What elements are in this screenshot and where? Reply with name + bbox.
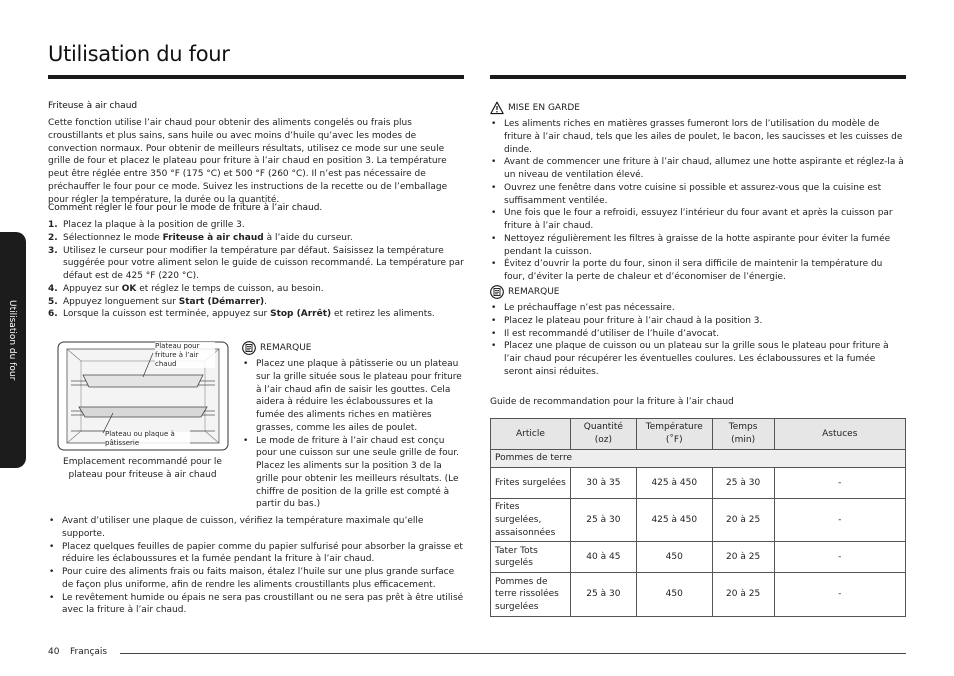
cell-tips: - (774, 499, 905, 542)
airfry-guide-table (490, 418, 906, 617)
intro-paragraph: Cette fonction utilise l’air chaud pour obtenir des aliments congelés ou frais plus croustillants et plus sains, sans huile ou avec moins d’huile qu’avec les modes de convection normaux. Pour obtenir de meilleurs résultats, utilisez ce mode sur une seule grille de four et placez le plateau pour friture à l’air chaud en position 3. La température peut être réglée entre 350 °F (175 °C) et 500 °F (260 °C). Il n’est pas nécessaire de préchauffer le four pour ce mode. Suivez les instructions de la recette ou de l’emballage pour régler la température, la durée ou la quantité. (48, 118, 448, 205)
caution-list (490, 118, 906, 284)
cell-qty: 30 à 35 (570, 468, 636, 499)
label-airfry-tray: Plateau pour friture à l’air chaud (155, 342, 215, 368)
cell-qty: 25 à 30 (570, 573, 636, 617)
col-header: Temps (min) (712, 419, 774, 450)
list-item: • Pour cuire des aliments frais ou faits maison, étalez l’huile sur une plus grande surface de façon plus uniforme, afin de rendre les aliments croustillants plus efficacement. (48, 566, 465, 592)
col-header: Température (˚F) (636, 419, 712, 450)
table-row (491, 499, 906, 542)
page-language: Français (70, 647, 108, 657)
cell-item: Frites surgelées, assaisonnées (491, 499, 571, 542)
col-header: Astuces (774, 419, 905, 450)
list-item: • Placez une plaque de cuisson ou un plateau sur la grille sous le plateau pour friture à l’air chaud pour récupérer les éventuelles coulures. Les éclaboussures et la fumée seront ainsi réduites. (490, 340, 906, 378)
cell-qty: 25 à 30 (570, 499, 636, 542)
right-note-title: REMARQUE (508, 286, 560, 297)
howto-title: Comment régler le four pour le mode de friture à l’air chaud. (48, 203, 323, 213)
right-note-heading (490, 285, 906, 299)
list-item: • Le préchauffage n’est pas nécessaire. (490, 302, 906, 315)
caution-heading (490, 101, 906, 115)
cell-time: 25 à 30 (712, 468, 774, 499)
left-note-heading (242, 341, 464, 355)
oven-illustration (57, 341, 229, 451)
label-baking-sheet: Plateau ou plaque à pâtisserie (105, 430, 190, 448)
step-item: 3. Utilisez le curseur pour modifier la température par défaut. Saisissez la température suggérée pour votre aliment selon le guide de cuisson recommandé. La température par défaut est de 425 °F (220 °C). (48, 245, 464, 282)
cell-tips: - (774, 573, 905, 617)
step-item: 4. Appuyez sur OK et réglez le temps de cuisson, au besoin. (48, 283, 324, 294)
cell-temp: 450 (636, 542, 712, 573)
cell-temp: 425 à 450 (636, 499, 712, 542)
figure-caption: Emplacement recommandé pour le plateau pour friteuse à air chaud (63, 457, 222, 480)
cell-tips: - (774, 542, 905, 573)
table-row (491, 468, 906, 499)
right-note-list (490, 302, 906, 379)
left-note (242, 341, 464, 511)
footer-rule (120, 653, 906, 654)
side-chapter-label-wrap (6, 300, 20, 420)
cell-time: 20 à 25 (712, 542, 774, 573)
note-icon (490, 285, 504, 299)
cell-temp: 450 (636, 573, 712, 617)
tips-list (48, 515, 465, 617)
group-label: Pommes de terre (491, 450, 906, 468)
list-item: • Placez une plaque à pâtisserie ou un plateau sur la grille située sous le plateau pour friture à l’air chaud afin de saisir les gouttes. Cela aidera à réduire les éclaboussures et la fumée des aliments riches en matières grasses, comme les ailes de poulet. (242, 358, 464, 435)
note-icon (242, 341, 256, 355)
list-item: • Nettoyez régulièrement les filtres à graisse de la hotte aspirante pour éviter la fumée pendant la cuisson. (490, 233, 906, 259)
step-item: 2. Sélectionnez le mode Friteuse à air chaud à l’aide du curseur. (48, 232, 353, 243)
list-item: • Placez quelques feuilles de papier comme du papier sulfurisé pour absorber la graisse et réduire les éclaboussures et la fumée pendant la friture à l’air chaud. (48, 541, 465, 567)
right-note (490, 285, 906, 379)
table-group-row (491, 450, 906, 468)
left-note-list (242, 358, 464, 511)
cell-item: Tater Tots surgelés (491, 542, 571, 573)
page-number: 40 (48, 647, 60, 657)
table-title: Guide de recommandation pour la friture à l’air chaud (490, 397, 734, 407)
list-item: • Une fois que le four a refroidi, essuyez l’intérieur du four avant et après la cuisson par friture à l’air chaud. (490, 207, 906, 233)
col-header: Quantité (oz) (570, 419, 636, 450)
caution-block (490, 101, 906, 284)
cell-qty: 40 à 45 (570, 542, 636, 573)
col-header: Article (491, 419, 571, 450)
list-item: • Avant d’utiliser une plaque de cuisson, vérifiez la température maximale qu’elle supporte. (48, 515, 465, 541)
list-item: • Le revêtement humide ou épais ne sera pas croustillant ou ne sera pas prêt à être utilisé avec la friture à l’air chaud. (48, 592, 465, 618)
step-item: 5. Appuyez longuement sur Start (Démarrer). (48, 296, 268, 307)
page-title: Utilisation du four (48, 42, 230, 66)
step-item: 1. Placez la plaque à la position de grille 3. (48, 220, 245, 230)
cell-time: 20 à 25 (712, 573, 774, 617)
cell-tips: - (774, 468, 905, 499)
list-item: • Les aliments riches en matières grasses fumeront lors de l’utilisation du modèle de friture à l’air chaud, tels que les ailes de poulet, le bacon, les saucisses et les cuisses de dinde. (490, 118, 906, 156)
list-item: • Évitez d’ouvrir la porte du four, sinon il sera difficile de maintenir la température du four, d’éviter la perte de chaleur et d’économiser de l’énergie. (490, 258, 906, 284)
side-chapter-label: Utilisation du four (7, 300, 17, 381)
list-item: • Il est recommandé d’utiliser de l’huile d’avocat. (490, 328, 906, 341)
steps-list (48, 219, 465, 321)
table-row (491, 542, 906, 573)
section-title: Friteuse à air chaud (48, 101, 138, 111)
warning-icon (490, 101, 504, 115)
caution-title: MISE EN GARDE (508, 102, 580, 113)
title-rule-left (48, 75, 464, 79)
list-item: • Avant de commencer une friture à l’air chaud, allumez une hotte aspirante et réglez-la à un niveau de ventilation élevé. (490, 156, 906, 182)
list-item: • Le mode de friture à l’air chaud est conçu pour une cuisson sur une seule grille de four. Placez les aliments sur la position 3 de la grille pour obtenir les meilleurs résultats. (Le chiffre de position de la grille est compté à partir du bas.) (242, 435, 464, 512)
title-rule-right (490, 75, 906, 79)
table-row (491, 573, 906, 617)
cell-item: Frites surgelées (491, 468, 571, 499)
table-header-row (491, 419, 906, 450)
cell-time: 20 à 25 (712, 499, 774, 542)
cell-item: Pommes de terre rissolées surgelées (491, 573, 571, 617)
step-item: 6. Lorsque la cuisson est terminée, appuyez sur Stop (Arrêt) et retirez les aliments. (48, 309, 435, 320)
list-item: • Ouvrez une fenêtre dans votre cuisine si possible et assurez-vous que la cuisine est suffisamment ventilée. (490, 182, 906, 208)
left-note-title: REMARQUE (260, 342, 312, 353)
list-item: • Placez le plateau pour friture à l’air chaud à la position 3. (490, 315, 906, 328)
cell-temp: 425 à 450 (636, 468, 712, 499)
